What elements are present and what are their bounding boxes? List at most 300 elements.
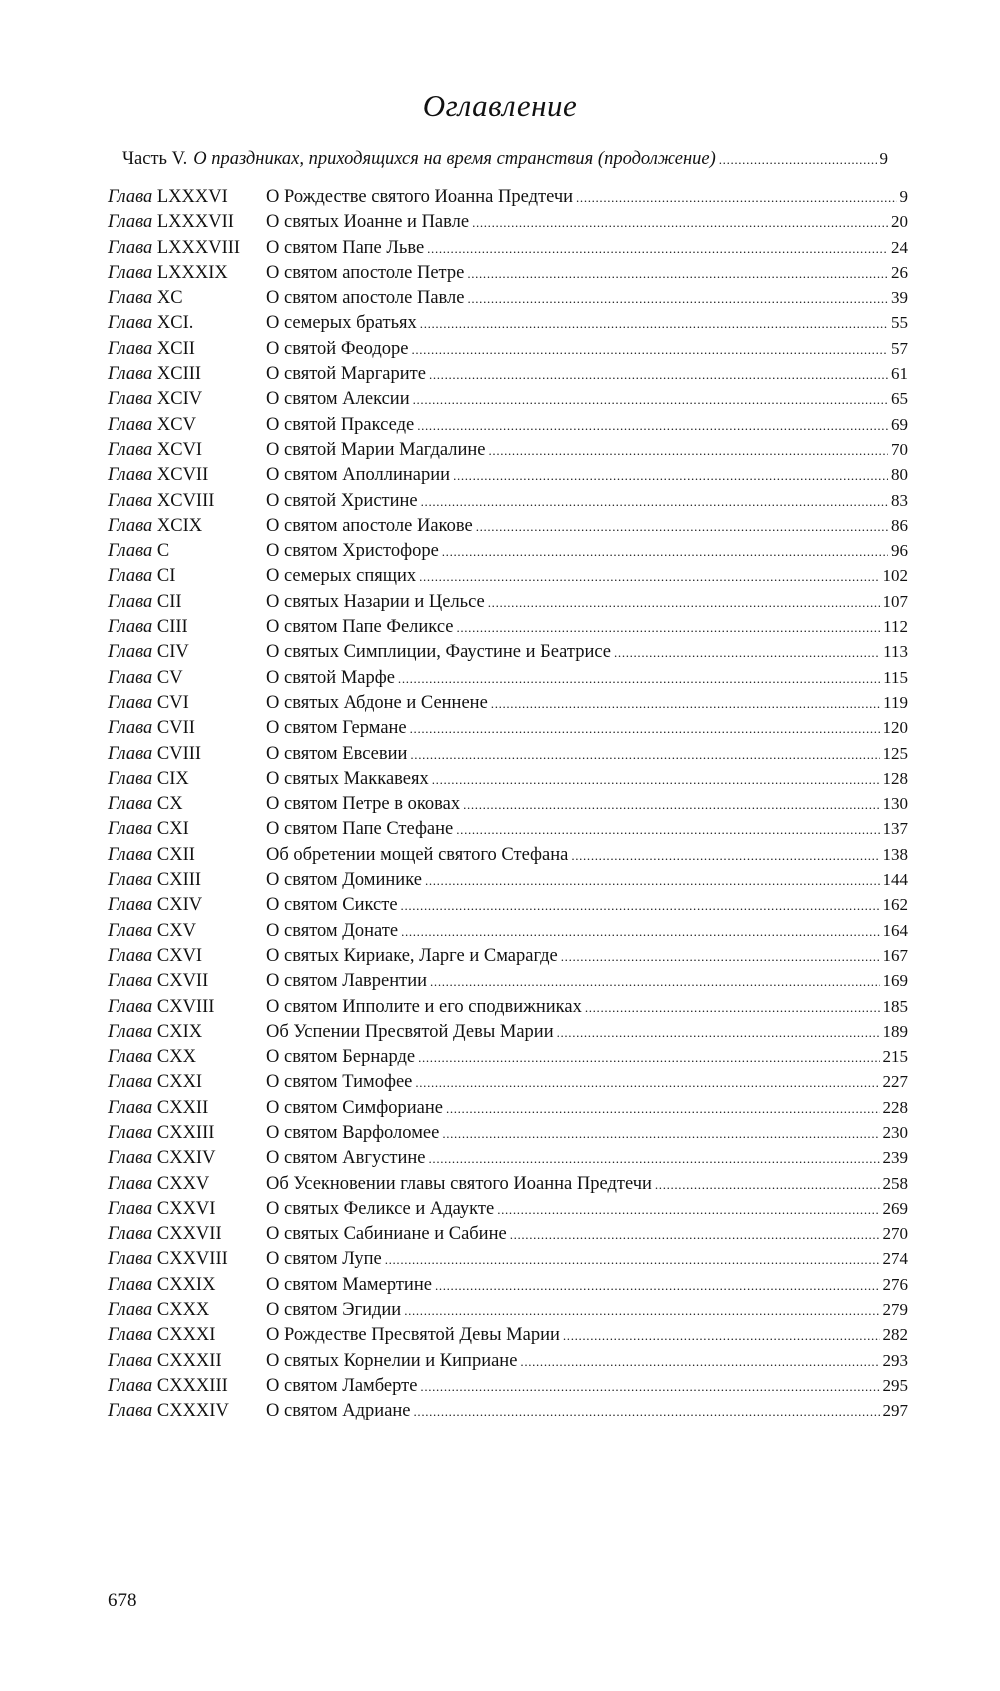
entry-title: О святом Лаврентии xyxy=(266,971,428,992)
entry-title: О святом Донате xyxy=(266,920,399,941)
toc-entry xyxy=(108,1351,908,1376)
chapter-label xyxy=(108,1047,266,1068)
entry-page-number: 119 xyxy=(883,692,908,712)
entry-page-number: 112 xyxy=(883,617,908,637)
chapter-number: CXVIII xyxy=(156,996,215,1017)
chapter-number: XC xyxy=(156,288,183,309)
dot-leader xyxy=(476,519,888,535)
entry-title: О святой Пракседе xyxy=(266,414,415,435)
chapter-label xyxy=(108,693,266,714)
chapter-word: Глава xyxy=(108,1274,153,1295)
entry-page-number: 39 xyxy=(891,288,908,308)
dot-leader xyxy=(430,974,879,990)
toc-entry xyxy=(108,1123,908,1148)
entry-title: О святом Германе xyxy=(266,718,407,739)
chapter-word: Глава xyxy=(108,971,153,992)
dot-leader xyxy=(520,1354,879,1370)
entry-page-number: 293 xyxy=(882,1350,908,1370)
dot-leader xyxy=(385,1252,880,1268)
part-heading xyxy=(122,149,888,170)
part-label: Часть V. xyxy=(122,149,188,169)
chapter-label xyxy=(108,238,266,259)
chapter-word: Глава xyxy=(108,1072,153,1093)
toc-entry xyxy=(108,187,908,212)
entry-title: О святом Варфоломее xyxy=(266,1122,440,1143)
chapter-label xyxy=(108,1072,266,1093)
toc-entry xyxy=(108,491,908,516)
dot-leader xyxy=(488,595,880,611)
chapter-label xyxy=(108,516,266,537)
dot-leader xyxy=(563,1328,880,1344)
chapter-word: Глава xyxy=(108,617,153,638)
chapter-word: Глава xyxy=(108,1198,153,1219)
entry-title: О святом Христофоре xyxy=(266,541,439,562)
toc-entry xyxy=(108,997,908,1022)
entry-title: О святом Бернарде xyxy=(266,1047,416,1068)
dot-leader xyxy=(401,924,879,940)
entry-page-number: 274 xyxy=(882,1249,908,1269)
entry-title: О святом Тимофее xyxy=(266,1072,413,1093)
chapter-word: Глава xyxy=(108,642,153,663)
toc-entry xyxy=(108,339,908,364)
chapter-label xyxy=(108,1249,266,1270)
chapter-number: XCV xyxy=(156,414,196,435)
entry-page-number: 125 xyxy=(882,743,908,763)
entry-title: О святом Эгидии xyxy=(266,1300,402,1321)
chapter-word: Глава xyxy=(108,1350,153,1371)
chapter-word: Глава xyxy=(108,212,153,233)
dot-leader xyxy=(467,266,888,282)
chapter-number: CXXV xyxy=(156,1173,210,1194)
chapter-label xyxy=(108,946,266,967)
entry-page-number: 26 xyxy=(891,262,908,282)
entry-title: О Рождестве святого Иоанна Предтечи xyxy=(266,187,574,207)
dot-leader xyxy=(614,645,880,661)
toc-entry xyxy=(108,212,908,237)
entry-page-number: 297 xyxy=(882,1401,908,1421)
entry-page-number: 24 xyxy=(891,237,908,257)
dot-leader xyxy=(417,418,888,434)
entry-title: О святом Адриане xyxy=(266,1401,411,1422)
chapter-word: Глава xyxy=(108,1021,153,1042)
chapter-label xyxy=(108,1022,266,1043)
chapter-number: CII xyxy=(156,591,182,612)
dot-leader xyxy=(401,898,880,914)
chapter-word: Глава xyxy=(108,414,153,435)
chapter-number: CXXX xyxy=(156,1300,210,1321)
entry-title: О святых Симплиции, Фаустине и Беатрисе xyxy=(266,642,612,663)
dot-leader xyxy=(472,215,888,231)
chapter-label xyxy=(108,263,266,284)
part-page-number: 9 xyxy=(879,149,888,168)
entry-title: О святом Августине xyxy=(266,1148,426,1169)
chapter-label xyxy=(108,794,266,815)
chapter-word: Глава xyxy=(108,515,153,536)
toc-entry xyxy=(108,895,908,920)
toc-entry xyxy=(108,364,908,389)
chapter-number: CXII xyxy=(156,844,195,865)
dot-leader xyxy=(425,873,880,889)
dot-leader xyxy=(429,1151,880,1167)
dot-leader xyxy=(398,671,880,687)
chapter-word: Глава xyxy=(108,1401,153,1422)
chapter-word: Глава xyxy=(108,566,153,587)
toc-entry xyxy=(108,1022,908,1047)
entry-title: Об Усекновении главы святого Иоанна Предтечи xyxy=(266,1173,652,1194)
entry-title: О святом апостоле Иакове xyxy=(266,515,473,536)
entry-page-number: 113 xyxy=(883,642,908,662)
chapter-number: CXIX xyxy=(156,1021,203,1042)
chapter-number: CXXXIV xyxy=(156,1401,229,1422)
chapter-word: Глава xyxy=(108,895,153,916)
folio-number: 678 xyxy=(108,1590,137,1611)
entry-title: О святой Маргарите xyxy=(266,364,426,385)
toc-entry xyxy=(108,1325,908,1350)
dot-leader xyxy=(489,443,888,459)
toc-entry xyxy=(108,592,908,617)
chapter-number: LXXXVIII xyxy=(156,237,241,258)
dot-leader xyxy=(427,241,888,257)
chapter-word: Глава xyxy=(108,1300,153,1321)
chapter-number: CXV xyxy=(156,920,196,941)
toc-entry xyxy=(108,1249,908,1274)
chapter-word: Глава xyxy=(108,313,153,334)
toc-entry xyxy=(108,1401,908,1426)
toc-entry xyxy=(108,465,908,490)
chapter-word: Глава xyxy=(108,490,153,511)
chapter-number: CVII xyxy=(156,718,195,739)
chapter-label xyxy=(108,465,266,486)
entry-page-number: 276 xyxy=(882,1274,908,1294)
toc-entry xyxy=(108,1174,908,1199)
chapter-word: Глава xyxy=(108,1173,153,1194)
entry-title: О святом Евсевии xyxy=(266,743,408,764)
entry-page-number: 144 xyxy=(882,870,908,890)
toc-entry xyxy=(108,566,908,591)
chapter-label xyxy=(108,1098,266,1119)
dot-leader xyxy=(442,1126,879,1142)
chapter-word: Глава xyxy=(108,945,153,966)
chapter-label xyxy=(108,1123,266,1144)
chapter-number: CXXII xyxy=(156,1097,209,1118)
toc-entry xyxy=(108,819,908,844)
chapter-label xyxy=(108,769,266,790)
chapter-number: XCIII xyxy=(156,364,202,385)
entry-page-number: 258 xyxy=(882,1173,908,1193)
entry-title: О святом апостоле Петре xyxy=(266,262,465,283)
entry-title: О святом Ипполите и его сподвижниках xyxy=(266,996,582,1017)
dot-leader xyxy=(510,1227,880,1243)
chapter-number: CXXXII xyxy=(156,1350,222,1371)
entry-page-number: 65 xyxy=(891,389,908,409)
dot-leader xyxy=(442,544,888,560)
chapter-label xyxy=(108,617,266,638)
chapter-label xyxy=(108,845,266,866)
chapter-word: Глава xyxy=(108,439,153,460)
entry-title: О святых Назарии и Цельсе xyxy=(266,591,485,612)
chapter-number: CXVII xyxy=(156,971,209,992)
chapter-number: CXXXIII xyxy=(156,1375,228,1396)
entry-page-number: 128 xyxy=(882,768,908,788)
toc-entry xyxy=(108,440,908,465)
toc-entry xyxy=(108,313,908,338)
toc-entry xyxy=(108,668,908,693)
dot-leader xyxy=(420,1379,879,1395)
chapter-number: CXXVI xyxy=(156,1198,216,1219)
entry-title: О святом Алексии xyxy=(266,389,410,410)
entry-page-number: 55 xyxy=(891,313,908,333)
chapter-number: XCVI xyxy=(156,439,203,460)
chapter-word: Глава xyxy=(108,262,153,283)
chapter-number: CXXIII xyxy=(156,1122,215,1143)
entry-page-number: 215 xyxy=(882,1047,908,1067)
chapter-label xyxy=(108,491,266,512)
part-title: О праздниках, приходящихся на время странствия (продолжение) xyxy=(193,149,716,169)
toc-entry xyxy=(108,389,908,414)
chapter-number: CXX xyxy=(156,1047,196,1068)
chapter-label xyxy=(108,1148,266,1169)
entry-title: О семерых братьях xyxy=(266,313,417,334)
toc-entry xyxy=(108,971,908,996)
entry-page-number: 167 xyxy=(882,945,908,965)
chapter-word: Глава xyxy=(108,870,153,891)
entry-title: Об обретении мощей святого Стефана xyxy=(266,844,569,865)
toc-entry xyxy=(108,1098,908,1123)
toc-entry xyxy=(108,1275,908,1300)
dot-leader xyxy=(420,316,888,332)
chapter-word: Глава xyxy=(108,1325,153,1346)
toc-entry xyxy=(108,541,908,566)
entry-title: О святых Кириаке, Ларге и Смарагде xyxy=(266,945,558,966)
chapter-label xyxy=(108,187,266,208)
chapter-label xyxy=(108,1401,266,1422)
chapter-label xyxy=(108,1199,266,1220)
chapter-number: CV xyxy=(156,667,183,688)
entry-page-number: 57 xyxy=(891,338,908,358)
entry-title: О святых Корнелии и Киприане xyxy=(266,1350,518,1371)
dot-leader xyxy=(719,152,877,168)
chapter-number: CXXVII xyxy=(156,1224,222,1245)
chapter-label xyxy=(108,895,266,916)
chapter-number: CX xyxy=(156,794,183,815)
toc-entry xyxy=(108,921,908,946)
chapter-number: CIX xyxy=(156,768,189,789)
chapter-number: LXXXIX xyxy=(156,262,228,283)
toc-entry xyxy=(108,693,908,718)
chapter-word: Глава xyxy=(108,768,153,789)
toc-entry xyxy=(108,1376,908,1401)
page-title: Оглавление xyxy=(422,88,578,123)
chapter-word: Глава xyxy=(108,465,153,486)
chapter-label xyxy=(108,339,266,360)
entry-page-number: 282 xyxy=(882,1325,908,1345)
chapter-word: Глава xyxy=(108,692,153,713)
entry-page-number: 228 xyxy=(882,1097,908,1117)
chapter-label xyxy=(108,718,266,739)
chapter-label xyxy=(108,364,266,385)
chapter-number: CXVI xyxy=(156,945,203,966)
entry-title: О святом Доминике xyxy=(266,870,422,891)
chapter-number: XCIX xyxy=(156,515,203,536)
entry-page-number: 115 xyxy=(883,667,908,687)
entry-page-number: 189 xyxy=(882,1021,908,1041)
chapter-word: Глава xyxy=(108,1097,153,1118)
toc-entry xyxy=(108,718,908,743)
dot-leader xyxy=(410,747,879,763)
chapter-label xyxy=(108,971,266,992)
chapter-number: C xyxy=(156,541,170,562)
toc-entry xyxy=(108,1199,908,1224)
entry-title: О святой Феодоре xyxy=(266,338,409,359)
entry-title: О святой Марфе xyxy=(266,667,395,688)
chapter-label xyxy=(108,288,266,309)
chapter-label xyxy=(108,415,266,436)
entry-title: О святых Маккавеях xyxy=(266,768,429,789)
dot-leader xyxy=(456,822,879,838)
chapter-label xyxy=(108,1174,266,1195)
entry-page-number: 279 xyxy=(882,1300,908,1320)
chapter-word: Глава xyxy=(108,844,153,865)
chapter-label xyxy=(108,1300,266,1321)
entry-title: О святом Папе Стефане xyxy=(266,819,454,840)
dot-leader xyxy=(576,190,896,206)
chapter-number: CIII xyxy=(156,617,188,638)
dot-leader xyxy=(418,1050,879,1066)
chapter-number: CXI xyxy=(156,819,189,840)
entry-title: О святом Симфориане xyxy=(266,1097,443,1118)
entry-page-number: 138 xyxy=(882,844,908,864)
entry-page-number: 70 xyxy=(891,439,908,459)
entry-page-number: 69 xyxy=(891,414,908,434)
chapter-word: Глава xyxy=(108,1249,153,1270)
entry-title: О Рождестве Пресвятой Девы Марии xyxy=(266,1325,560,1346)
toc-entry xyxy=(108,617,908,642)
chapter-number: XCIV xyxy=(156,389,203,410)
chapter-word: Глава xyxy=(108,389,153,410)
dot-leader xyxy=(655,1177,880,1193)
dot-leader xyxy=(456,620,880,636)
dot-leader xyxy=(497,1202,879,1218)
chapter-number: CXXVIII xyxy=(156,1249,228,1270)
toc-entry xyxy=(108,1300,908,1325)
chapter-label xyxy=(108,389,266,410)
chapter-number: CXXIV xyxy=(156,1148,216,1169)
chapter-number: LXXXVII xyxy=(156,212,234,233)
toc-entry xyxy=(108,845,908,870)
entry-page-number: 102 xyxy=(882,566,908,586)
toc-entry xyxy=(108,415,908,440)
chapter-word: Глава xyxy=(108,1047,153,1068)
entry-page-number: 107 xyxy=(882,591,908,611)
chapter-label xyxy=(108,870,266,891)
dot-leader xyxy=(453,468,888,484)
table-of-contents xyxy=(108,187,908,1427)
toc-entry xyxy=(108,769,908,794)
chapter-number: XCVIII xyxy=(156,490,215,511)
dot-leader xyxy=(415,1075,879,1091)
chapter-label xyxy=(108,1325,266,1346)
dot-leader xyxy=(419,569,879,585)
dot-leader xyxy=(463,797,879,813)
dot-leader xyxy=(432,772,880,788)
chapter-word: Глава xyxy=(108,743,153,764)
dot-leader xyxy=(585,1000,880,1016)
dot-leader xyxy=(410,721,880,737)
toc-entry xyxy=(108,870,908,895)
chapter-word: Глава xyxy=(108,237,153,258)
chapter-label xyxy=(108,1275,266,1296)
chapter-number: CVI xyxy=(156,692,189,713)
chapter-label xyxy=(108,1351,266,1372)
entry-page-number: 239 xyxy=(882,1148,908,1168)
chapter-label xyxy=(108,566,266,587)
entry-title: О святом Папе Льве xyxy=(266,237,425,258)
chapter-number: XCI. xyxy=(156,313,194,334)
toc-entry xyxy=(108,1072,908,1097)
chapter-number: CIV xyxy=(156,642,189,663)
entry-page-number: 130 xyxy=(882,794,908,814)
entry-title: О святых Иоанне и Павле xyxy=(266,212,470,233)
chapter-number: CI xyxy=(156,566,176,587)
chapter-label xyxy=(108,668,266,689)
chapter-label xyxy=(108,921,266,942)
entry-page-number: 20 xyxy=(891,212,908,232)
chapter-word: Глава xyxy=(108,288,153,309)
entry-title: О святом Лупе xyxy=(266,1249,382,1270)
chapter-label xyxy=(108,541,266,562)
toc-entry xyxy=(108,516,908,541)
entry-title: О святом Аполлинарии xyxy=(266,465,451,486)
entry-page-number: 83 xyxy=(891,490,908,510)
entry-title: О святой Христине xyxy=(266,490,418,511)
chapter-number: CXXIX xyxy=(156,1274,216,1295)
toc-entry xyxy=(108,1047,908,1072)
chapter-label xyxy=(108,744,266,765)
chapter-label xyxy=(108,1224,266,1245)
entry-page-number: 9 xyxy=(899,187,908,206)
chapter-number: CXXI xyxy=(156,1072,203,1093)
chapter-label xyxy=(108,212,266,233)
entry-page-number: 120 xyxy=(882,718,908,738)
entry-title: О святых Феликсе и Адаукте xyxy=(266,1198,495,1219)
chapter-number: CXIII xyxy=(156,870,202,891)
entry-page-number: 230 xyxy=(882,1122,908,1142)
entry-page-number: 185 xyxy=(882,996,908,1016)
chapter-word: Глава xyxy=(108,1224,153,1245)
entry-title: О святой Марии Магдалине xyxy=(266,439,486,460)
entry-page-number: 269 xyxy=(882,1198,908,1218)
entry-title: О семерых спящих xyxy=(266,566,417,587)
chapter-label xyxy=(108,1376,266,1397)
chapter-number: XCVII xyxy=(156,465,209,486)
toc-entry xyxy=(108,794,908,819)
chapter-word: Глава xyxy=(108,338,153,359)
entry-title: О святом Петре в оковах xyxy=(266,794,461,815)
entry-title: О святом Папе Феликсе xyxy=(266,617,454,638)
dot-leader xyxy=(571,848,879,864)
chapter-number: CXIV xyxy=(156,895,203,916)
entry-title: О святых Сабиниане и Сабине xyxy=(266,1224,507,1245)
dot-leader xyxy=(491,696,880,712)
chapter-word: Глава xyxy=(108,1148,153,1169)
dot-leader xyxy=(414,1404,880,1420)
chapter-label xyxy=(108,440,266,461)
entry-title: Об Успении Пресвятой Девы Марии xyxy=(266,1021,554,1042)
entry-title: О святом Ламберте xyxy=(266,1375,418,1396)
chapter-word: Глава xyxy=(108,1122,153,1143)
toc-entry xyxy=(108,1148,908,1173)
toc-entry xyxy=(108,238,908,263)
